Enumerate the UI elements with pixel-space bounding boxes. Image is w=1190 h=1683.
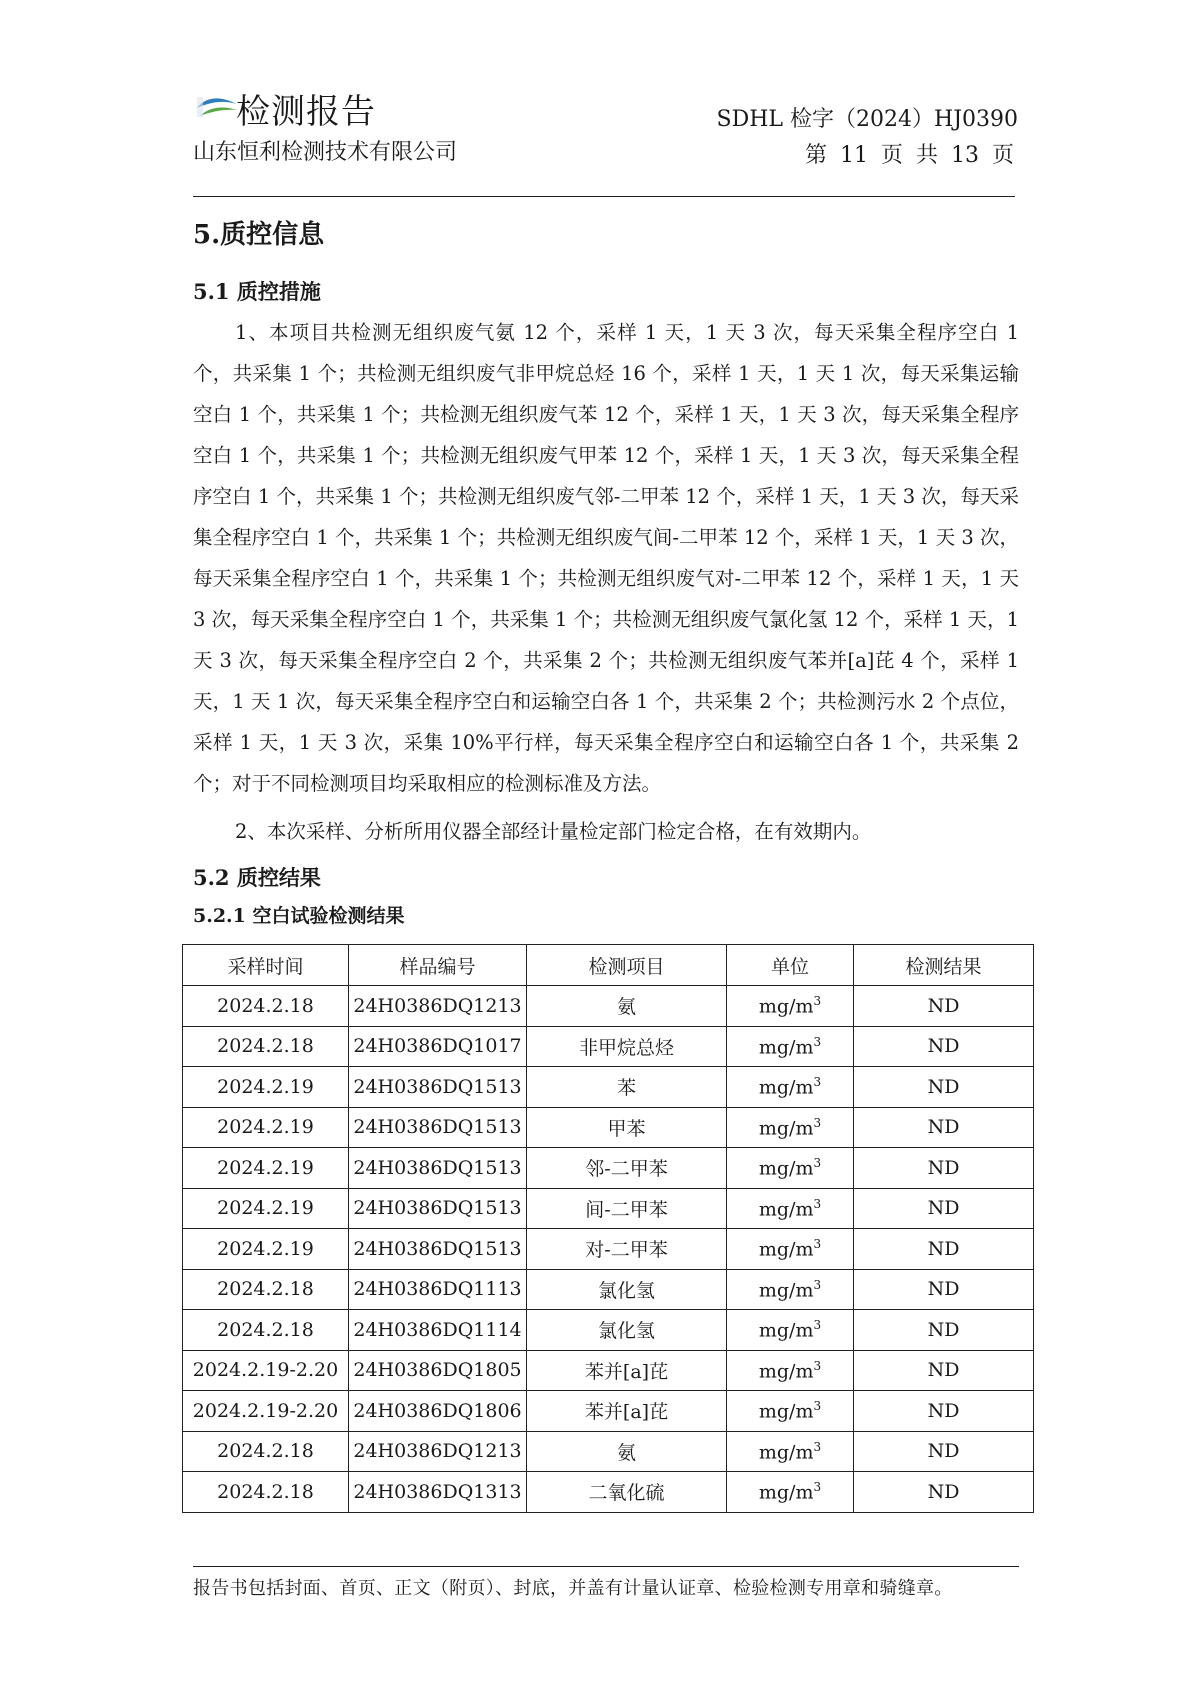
cell-sample-id: 24H0386DQ1213: [349, 986, 527, 1027]
unit-base: mg/m: [758, 1319, 814, 1342]
cell-unit: [727, 986, 854, 1027]
cell-unit: [727, 1229, 854, 1270]
unit-superscript: 3: [813, 1439, 822, 1454]
unit-base: mg/m: [758, 1238, 814, 1261]
header-sampling-time: 采样时间: [183, 945, 349, 986]
unit-superscript: 3: [813, 1277, 822, 1292]
cell-sampling-time: 2024.2.19: [183, 1188, 349, 1229]
unit-base: mg/m: [758, 1116, 814, 1139]
cell-test-item: 氯化氢: [527, 1269, 727, 1310]
unit-base: mg/m: [758, 1157, 814, 1180]
page-indicator: 第 11 页 共 13 页: [805, 143, 1014, 168]
table-row: [183, 1188, 1034, 1229]
unit-superscript: 3: [813, 1075, 822, 1090]
cell-test-item: 氨: [527, 1431, 727, 1472]
table-row: [183, 1391, 1034, 1432]
cell-sample-id: 24H0386DQ1513: [349, 1229, 527, 1270]
cell-test-item: 苯并[a]芘: [527, 1391, 727, 1432]
cell-sample-id: 24H0386DQ1513: [349, 1107, 527, 1148]
cell-unit: [727, 1026, 854, 1067]
cell-result: ND: [854, 1350, 1034, 1391]
table-row: [183, 1067, 1034, 1108]
cell-test-item: 氨: [527, 986, 727, 1027]
cell-sample-id: 24H0386DQ1805: [349, 1350, 527, 1391]
cell-test-item: 非甲烷总烃: [527, 1026, 727, 1067]
unit-superscript: 3: [813, 1237, 822, 1252]
cell-test-item: 二氧化硫: [527, 1472, 727, 1513]
table-row: [183, 1431, 1034, 1472]
cell-sampling-time: 2024.2.18: [183, 1269, 349, 1310]
cell-test-item: 苯: [527, 1067, 727, 1108]
footer-divider: [193, 1566, 1019, 1567]
table-row: [183, 1229, 1034, 1270]
cell-result: ND: [854, 1148, 1034, 1189]
measures-paragraph-2: 2、本次采样、分析所用仪器全部经计量检定部门检定合格，在有效期内。: [235, 820, 872, 843]
cell-sample-id: 24H0386DQ1513: [349, 1188, 527, 1229]
cell-result: ND: [854, 986, 1034, 1027]
section-title: 5.质控信息: [193, 220, 325, 250]
table-row: [183, 1350, 1034, 1391]
cell-result: ND: [854, 1391, 1034, 1432]
company-logo: [196, 95, 238, 119]
table-row: [183, 986, 1034, 1027]
document-title: 检测报告: [236, 92, 376, 132]
cell-sampling-time: 2024.2.18: [183, 1026, 349, 1067]
measures-paragraph-1: 1、本项目共检测无组织废气氨 12 个，采样 1 天，1 天 3 次，每天采集全程序空白 1 个，共采集 1 个；共检测无组织废气非甲烷总烃 16 个，采样 1 天，1 天 1 次，每天采集运输空白 1 个，共采集 1 个；共检测无组织废气苯 12 个，采样 1 天，1 天 3 次，每天采集全程序空白 1 个，共采集 1 个；共检测无组织废气甲苯 12 个，采样 1 天，1 天 3 次，每天采集全程序空白 1 个，共采集 1 个；共检测无组织废气邻-二甲苯 12 个，采样 1 天，1 天 3 次，每天采集全程序空白 1 个，共采集 1 个；共检测无组织废气间-二甲苯 12 个，采样 1 天，1 天 3 次，每天采集全程序空白 1 个，共采集 1 个；共检测无组织废气对-二甲苯 12 个，采样 1 天，1 天 3 次，每天采集全程序空白 1 个，共采集 1 个；共检测无组织废气氯化氢 12 个，采样 1 天，1 天 3 次，每天采集全程序空白 2 个，共采集 2 个；共检测无组织废气苯并[a]芘 4 个，采样 1 天，1 天 1 次，每天采集全程序空白和运输空白各 1 个，共采集 2 个；共检测污水 2 个点位，采样 1 天，1 天 3 次，采集 10%平行样，每天采集全程序空白和运输空白各 1 个，共采集 2 个；对于不同检测项目均采取相应的检测标准及方法。: [193, 321, 1019, 795]
report-number: SDHL 检字（2024）HJ0390: [716, 107, 1018, 132]
table-row: [183, 1026, 1034, 1067]
unit-base: mg/m: [758, 1440, 814, 1463]
company-name: 山东恒利检测技术有限公司: [193, 140, 458, 165]
table-row: [183, 1472, 1034, 1513]
cell-test-item: 间-二甲苯: [527, 1188, 727, 1229]
unit-superscript: 3: [813, 994, 822, 1009]
cell-test-item: 氯化氢: [527, 1310, 727, 1351]
cell-test-item: 邻-二甲苯: [527, 1148, 727, 1189]
cell-sample-id: 24H0386DQ1513: [349, 1148, 527, 1189]
unit-superscript: 3: [813, 1156, 822, 1171]
footer-note: 报告书包括封面、首页、正文（附页）、封底，并盖有计量认证章、检验检测专用章和骑缝章。: [193, 1578, 953, 1599]
cell-sample-id: 24H0386DQ1806: [349, 1391, 527, 1432]
subsection-title-results: 5.2 质控结果: [193, 865, 321, 890]
cell-result: ND: [854, 1026, 1034, 1067]
table-header-row: [183, 945, 1034, 986]
unit-superscript: 3: [813, 1480, 822, 1495]
cell-unit: [727, 1188, 854, 1229]
unit-base: mg/m: [758, 1076, 814, 1099]
unit-base: mg/m: [758, 995, 814, 1018]
cell-sampling-time: 2024.2.19-2.20: [183, 1391, 349, 1432]
cell-unit: [727, 1107, 854, 1148]
header-divider: [193, 196, 1015, 197]
cell-sample-id: 24H0386DQ1113: [349, 1269, 527, 1310]
blank-test-table: [182, 944, 1034, 1513]
unit-base: mg/m: [758, 1197, 814, 1220]
header-test-item: 检测项目: [527, 945, 727, 986]
cell-sample-id: 24H0386DQ1114: [349, 1310, 527, 1351]
subsection-title-measures: 5.1 质控措施: [193, 279, 321, 304]
cell-unit: [727, 1269, 854, 1310]
table-row: [183, 1107, 1034, 1148]
unit-superscript: 3: [813, 1034, 822, 1049]
cell-unit: [727, 1350, 854, 1391]
cell-result: ND: [854, 1229, 1034, 1270]
cell-result: ND: [854, 1310, 1034, 1351]
table-row: [183, 1310, 1034, 1351]
cell-unit: [727, 1310, 854, 1351]
cell-unit: [727, 1431, 854, 1472]
cell-sample-id: 24H0386DQ1313: [349, 1472, 527, 1513]
cell-sampling-time: 2024.2.19: [183, 1107, 349, 1148]
cell-result: ND: [854, 1431, 1034, 1472]
cell-test-item: 苯并[a]芘: [527, 1350, 727, 1391]
unit-superscript: 3: [813, 1358, 822, 1373]
cell-sampling-time: 2024.2.18: [183, 986, 349, 1027]
cell-sample-id: 24H0386DQ1213: [349, 1431, 527, 1472]
cell-result: ND: [854, 1067, 1034, 1108]
cell-result: ND: [854, 1188, 1034, 1229]
table-row: [183, 1269, 1034, 1310]
header-unit: 单位: [727, 945, 854, 986]
unit-superscript: 3: [813, 1196, 822, 1211]
table-row: [183, 1148, 1034, 1189]
cell-sampling-time: 2024.2.19: [183, 1148, 349, 1189]
unit-superscript: 3: [813, 1399, 822, 1414]
unit-base: mg/m: [758, 1481, 814, 1504]
header-result: 检测结果: [854, 945, 1034, 986]
cell-unit: [727, 1472, 854, 1513]
unit-base: mg/m: [758, 1035, 814, 1058]
cell-sampling-time: 2024.2.18: [183, 1431, 349, 1472]
subsection-title-blank-test: 5.2.1 空白试验检测结果: [193, 905, 405, 927]
cell-sampling-time: 2024.2.19: [183, 1229, 349, 1270]
cell-sample-id: 24H0386DQ1017: [349, 1026, 527, 1067]
unit-base: mg/m: [758, 1400, 814, 1423]
cell-result: ND: [854, 1107, 1034, 1148]
cell-sampling-time: 2024.2.19-2.20: [183, 1350, 349, 1391]
header-sample-id: 样品编号: [349, 945, 527, 986]
cell-unit: [727, 1067, 854, 1108]
cell-test-item: 甲苯: [527, 1107, 727, 1148]
unit-superscript: 3: [813, 1115, 822, 1130]
cell-unit: [727, 1391, 854, 1432]
unit-superscript: 3: [813, 1318, 822, 1333]
cell-sample-id: 24H0386DQ1513: [349, 1067, 527, 1108]
cell-sampling-time: 2024.2.18: [183, 1310, 349, 1351]
cell-sampling-time: 2024.2.18: [183, 1472, 349, 1513]
cell-result: ND: [854, 1269, 1034, 1310]
unit-base: mg/m: [758, 1359, 814, 1382]
cell-test-item: 对-二甲苯: [527, 1229, 727, 1270]
cell-sampling-time: 2024.2.19: [183, 1067, 349, 1108]
cell-unit: [727, 1148, 854, 1189]
unit-base: mg/m: [758, 1278, 814, 1301]
cell-result: ND: [854, 1472, 1034, 1513]
